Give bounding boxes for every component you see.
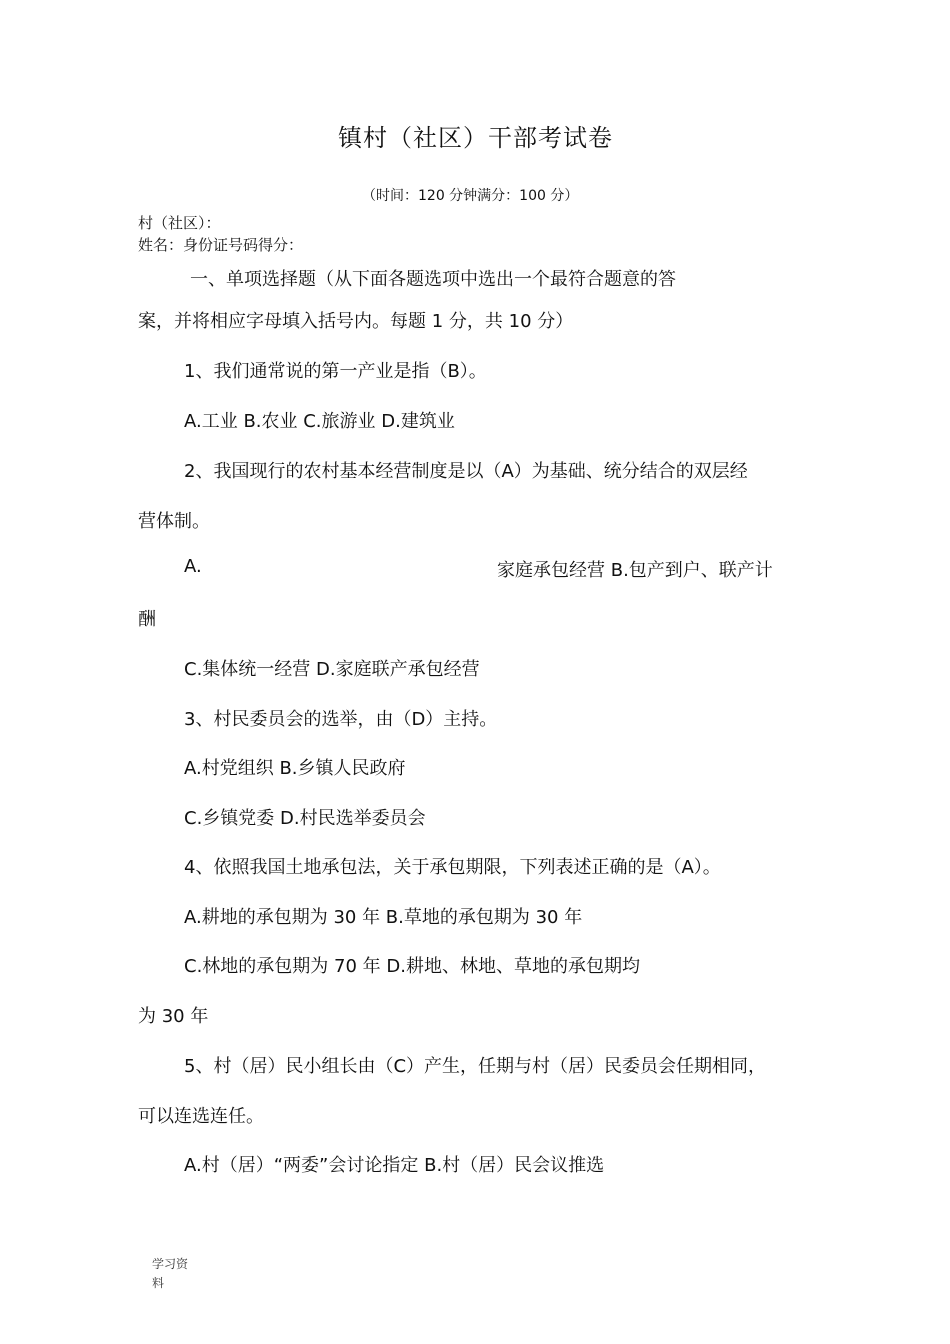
question-2-option-continued: 酬: [138, 609, 156, 630]
question-1-stem: 1、我们通常说的第一产业是指（B）。: [184, 361, 487, 382]
footer-line-1: 学习资: [152, 1257, 189, 1271]
question-4-stem: 4、依照我国土地承包法，关于承包期限，下列表述正确的是（A）。: [184, 857, 721, 878]
question-5-options-ab: A.村（居）“两委”会讨论指定 B.村（居）民会议推选: [184, 1155, 605, 1176]
question-3-options-ab: A.村党组织 B.乡镇人民政府: [184, 758, 406, 779]
question-2-option-a-prefix: A.: [184, 556, 202, 577]
footer-note: [152, 1255, 188, 1293]
section-heading-line1: 一、单项选择题（从下面各题选项中选出一个最符合题意的答: [190, 269, 676, 290]
page-title: 镇村（社区）干部考试卷: [338, 124, 613, 152]
question-3-options-cd: C.乡镇党委 D.村民选举委员会: [184, 808, 426, 829]
question-2-options-ab: 家庭承包经营 B.包产到户、联产计: [497, 560, 773, 581]
question-4-options-cd: C.林地的承包期为 70 年 D.耕地、林地、草地的承包期均: [184, 956, 640, 977]
section-heading-line2: 案，并将相应字母填入括号内。每题 1 分，共 10 分）: [138, 311, 574, 332]
village-label: 村（社区）：: [138, 214, 221, 232]
question-4-options-ab: A.耕地的承包期为 30 年 B.草地的承包期为 30 年: [184, 907, 583, 928]
question-3-stem: 3、村民委员会的选举，由（D）主持。: [184, 709, 498, 730]
question-2-stem-line2: 营体制。: [138, 511, 210, 532]
time-info: （时间：120 分钟满分：100 分）: [362, 188, 579, 204]
question-5-stem-line2: 可以连选连任。: [138, 1106, 264, 1127]
footer-line-2: 料: [152, 1276, 165, 1290]
question-5-stem-line1: 5、村（居）民小组长由（C）产生，任期与村（居）民委员会任期相同，: [184, 1056, 767, 1077]
question-1-options: A.工业 B.农业 C.旅游业 D.建筑业: [184, 411, 455, 432]
question-2-stem-line1: 2、我国现行的农村基本经营制度是以（A）为基础、统分结合的双层经: [184, 461, 748, 482]
name-line: 姓名：身份证号码得分：: [138, 236, 304, 254]
question-4-options-continued: 为 30 年: [138, 1006, 209, 1027]
question-2-options-cd: C.集体统一经营 D.家庭联产承包经营: [184, 659, 480, 680]
